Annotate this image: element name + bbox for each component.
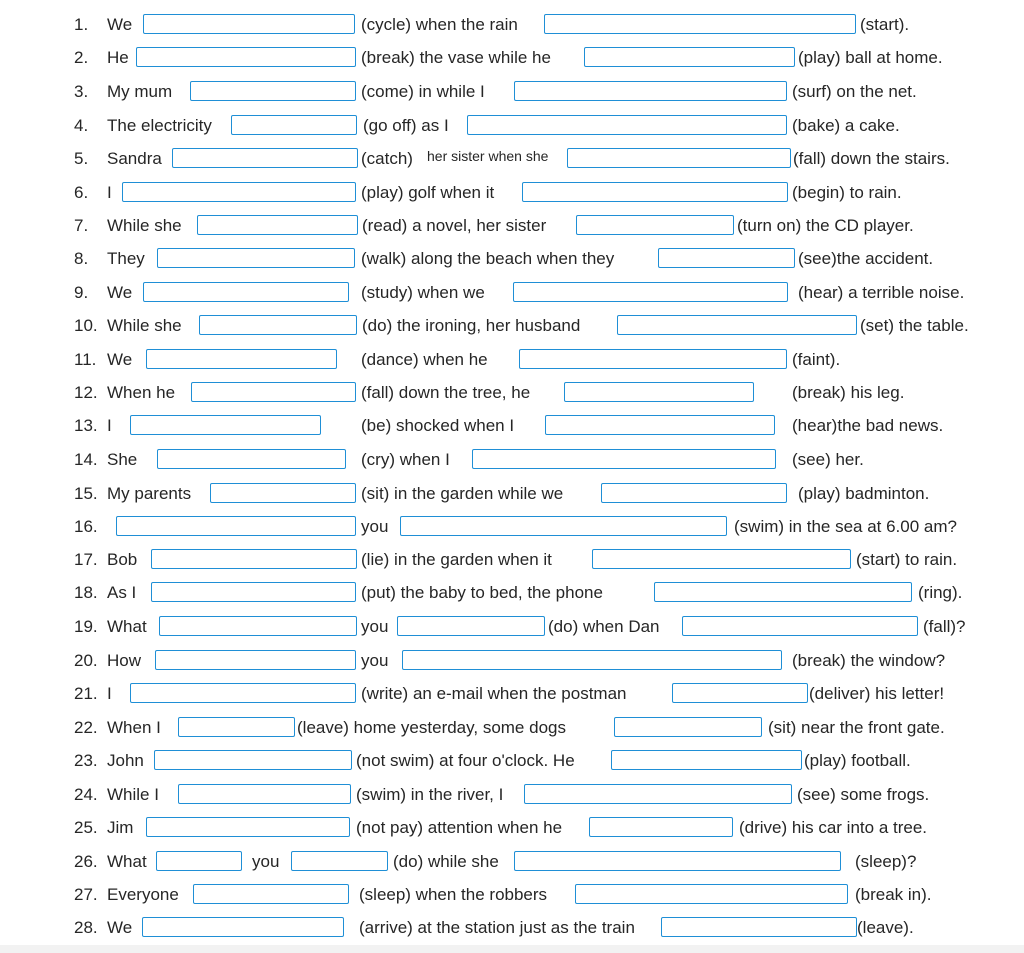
sentence-text: (play) ball at home. [798,48,943,67]
sentence-text: How [107,651,142,670]
exercise-item [0,313,1024,339]
item-number: 2. [74,48,89,67]
sentence-text: you [361,517,389,536]
sentence-text: (sleep)? [855,852,917,871]
answer-input-2[interactable] [576,215,734,235]
sentence-text: (see)the accident. [798,249,934,268]
sentence-text: We [107,283,133,302]
answer-input-1[interactable] [199,315,357,335]
answer-input-2[interactable] [524,784,792,804]
item-number: 3. [74,82,89,101]
sentence-text: As I [107,583,137,602]
sentence-text: you [361,651,389,670]
sentence-text: (do) the ironing, her husband [362,316,581,335]
sentence-text: (play) badminton. [798,484,930,503]
answer-input-2[interactable] [617,315,857,335]
answer-input-1[interactable] [130,683,356,703]
sentence-text: Bob [107,550,138,569]
item-number: 25. [74,818,98,837]
sentence-text: (play) football. [804,751,911,770]
sentence-text: When I [107,718,161,737]
sentence-text: (ring). [918,583,963,602]
answer-input-2[interactable] [654,582,912,602]
item-number: 9. [74,283,89,302]
answer-input-1[interactable] [146,817,350,837]
answer-input-2[interactable] [522,182,788,202]
exercise-item [0,715,1024,741]
sentence-text: (faint). [792,350,841,369]
answer-input-1[interactable] [190,81,356,101]
item-number: 16. [74,517,98,536]
answer-input-2[interactable] [564,382,754,402]
sentence-text: What [107,617,147,636]
exercise-item [0,246,1024,272]
item-number: 20. [74,651,98,670]
exercise-item [0,547,1024,573]
item-number: 17. [74,550,98,569]
item-number: 15. [74,484,98,503]
sentence-text: (not pay) attention when he [356,818,563,837]
exercise-item [0,514,1024,540]
answer-input-1[interactable] [143,14,355,34]
sentence-text: (leave). [857,918,914,937]
sentence-text: We [107,15,133,34]
exercise-item [0,782,1024,808]
sentence-text: (cry) when I [361,450,450,469]
answer-input-1[interactable] [155,650,356,670]
exercise-item [0,280,1024,306]
sentence-text: (fall) down the stairs. [793,149,950,168]
sentence-text: (fall)? [923,617,966,636]
exercise-item [0,79,1024,105]
sentence-text: (hear)the bad news. [792,416,944,435]
item-number: 5. [74,149,89,168]
exercise-item [0,347,1024,373]
sentence-text: (cycle) when the rain [361,15,518,34]
sentence-text: (deliver) his letter! [809,684,945,703]
sentence-text: you [252,852,280,871]
exercise-item [0,849,1024,875]
answer-input-2[interactable] [513,282,788,302]
answer-input-1[interactable] [136,47,356,67]
sentence-text: (leave) home yesterday, some dogs [297,718,566,737]
sentence-text: (arrive) at the station just as the train [359,918,635,937]
answer-input-2[interactable] [575,884,848,904]
sentence-text: (catch) [361,149,413,168]
sentence-text: (dance) when he [361,350,488,369]
answer-input-1[interactable] [156,851,242,871]
answer-input-2[interactable] [467,115,787,135]
sentence-text: (break) the vase while he [361,48,551,67]
sentence-text: Jim [107,818,134,837]
sentence-text: (sleep) when the robbers [359,885,548,904]
answer-input-2[interactable] [589,817,733,837]
sentence-text: While she [107,316,182,335]
sentence-text: (turn on) the CD player. [737,216,914,235]
answer-input-2[interactable] [402,650,782,670]
item-number: 22. [74,718,98,737]
answer-input-1[interactable] [159,616,357,636]
answer-input-2[interactable] [658,248,795,268]
answer-input-2[interactable] [472,449,776,469]
item-number: 10. [74,316,98,335]
answer-input-2[interactable] [514,81,787,101]
answer-input-1[interactable] [130,415,321,435]
sentence-text: (read) a novel, her sister [362,216,547,235]
sentence-text: While I [107,785,159,804]
answer-input-1[interactable] [197,215,358,235]
answer-input-1[interactable] [178,717,295,737]
item-number: 26. [74,852,98,871]
answer-input-2[interactable] [601,483,787,503]
sentence-text: (drive) his car into a tree. [739,818,928,837]
sentence-text: (sit) near the front gate. [768,718,945,737]
exercise-item [0,146,1024,172]
answer-input-1[interactable] [122,182,356,202]
answer-input-1[interactable] [157,248,355,268]
answer-input-1[interactable] [231,115,357,135]
answer-input-1[interactable] [116,516,356,536]
answer-input-1[interactable] [142,917,344,937]
answer-input-2[interactable] [611,750,802,770]
sentence-text: (see) some frogs. [797,785,930,804]
exercise-item [0,380,1024,406]
answer-input-2[interactable] [614,717,762,737]
item-number: 12. [74,383,98,402]
exercise-item [0,213,1024,239]
answer-input-1[interactable] [191,382,356,402]
sentence-text: I [107,416,112,435]
sentence-text: They [107,249,145,268]
sentence-text: (go off) as I [363,116,449,135]
exercise-item [0,45,1024,71]
answer-input-1[interactable] [172,148,358,168]
exercise-item [0,580,1024,606]
item-number: 21. [74,684,98,703]
sentence-text: (be) shocked when I [361,416,515,435]
answer-input-3[interactable] [682,616,918,636]
sentence-text: (break in). [855,885,932,904]
sentence-text: (swim) in the river, I [356,785,504,804]
exercise-item [0,12,1024,38]
sentence-text: you [361,617,389,636]
sentence-text: (not swim) at four o'clock. He [356,751,575,770]
item-number: 4. [74,116,89,135]
sentence-text: (bake) a cake. [792,116,900,135]
sentence-text: When he [107,383,176,402]
exercise-item [0,648,1024,674]
exercise-item [0,113,1024,139]
exercise-item [0,614,1024,640]
sentence-text: (begin) to rain. [792,183,902,202]
answer-input-2[interactable] [672,683,808,703]
item-number: 24. [74,785,98,804]
sentence-text: (start). [860,15,910,34]
answer-input-2[interactable] [545,415,775,435]
sentence-text: (set) the table. [860,316,969,335]
bottom-edge [0,945,1024,953]
sentence-text: My mum [107,82,173,101]
answer-input-3[interactable] [514,851,841,871]
item-number: 14. [74,450,98,469]
item-number: 1. [74,15,89,34]
exercise-item [0,815,1024,841]
sentence-text: Sandra [107,149,162,168]
item-number: 23. [74,751,98,770]
exercise-item [0,882,1024,908]
sentence-text: (put) the baby to bed, the phone [361,583,603,602]
answer-input-1[interactable] [210,483,356,503]
item-number: 7. [74,216,89,235]
answer-input-1[interactable] [157,449,346,469]
sentence-text: My parents [107,484,192,503]
sentence-text: (fall) down the tree, he [361,383,531,402]
sentence-text: We [107,918,133,937]
sentence-text: He [107,48,129,67]
item-number: 19. [74,617,98,636]
answer-input-2[interactable] [519,349,787,369]
exercise-item [0,915,1024,941]
exercise-item [0,413,1024,439]
sentence-text: (do) while she [393,852,499,871]
item-number: 13. [74,416,98,435]
sentence-text: We [107,350,133,369]
answer-input-2[interactable] [291,851,388,871]
exercise-item [0,748,1024,774]
sentence-text: What [107,852,147,871]
answer-input-1[interactable] [151,549,357,569]
item-number: 11. [74,350,97,369]
answer-input-1[interactable] [154,750,352,770]
answer-input-1[interactable] [146,349,337,369]
answer-input-2[interactable] [567,148,791,168]
answer-input-2[interactable] [661,917,857,937]
exercise-item [0,681,1024,707]
sentence-text: (walk) along the beach when they [361,249,615,268]
answer-input-2[interactable] [400,516,727,536]
exercise-item [0,180,1024,206]
sentence-text: (hear) a terrible noise. [798,283,965,302]
answer-input-2[interactable] [592,549,851,569]
exercise-item [0,447,1024,473]
exercise-item [0,481,1024,507]
sentence-text: I [107,183,112,202]
item-number: 8. [74,249,89,268]
sentence-text: (see) her. [792,450,864,469]
sentence-text: (surf) on the net. [792,82,917,101]
sentence-text: While she [107,216,182,235]
sentence-text: (swim) in the sea at 6.00 am? [734,517,957,536]
sentence-text: She [107,450,138,469]
sentence-text: (do) when Dan [548,617,660,636]
answer-input-2[interactable] [544,14,856,34]
sentence-text: John [107,751,144,770]
answer-input-1[interactable] [193,884,349,904]
answer-input-1[interactable] [151,582,356,602]
sentence-text: The electricity [107,116,212,135]
sentence-text: (write) an e-mail when the postman [361,684,627,703]
filled-answer-text: her sister when she [427,148,549,164]
sentence-text: (start) to rain. [856,550,958,569]
answer-input-1[interactable] [143,282,349,302]
sentence-text: (sit) in the garden while we [361,484,564,503]
sentence-text: (break) the window? [792,651,946,670]
item-number: 18. [74,583,98,602]
item-number: 28. [74,918,98,937]
item-number: 27. [74,885,98,904]
answer-input-1[interactable] [178,784,351,804]
answer-input-2[interactable] [584,47,795,67]
sentence-text: (study) when we [361,283,485,302]
sentence-text: (come) in while I [361,82,485,101]
sentence-text: (play) golf when it [361,183,495,202]
sentence-text: (break) his leg. [792,383,905,402]
answer-input-2[interactable] [397,616,545,636]
sentence-text: Everyone [107,885,179,904]
item-number: 6. [74,183,89,202]
sentence-text: I [107,684,112,703]
sentence-text: (lie) in the garden when it [361,550,552,569]
